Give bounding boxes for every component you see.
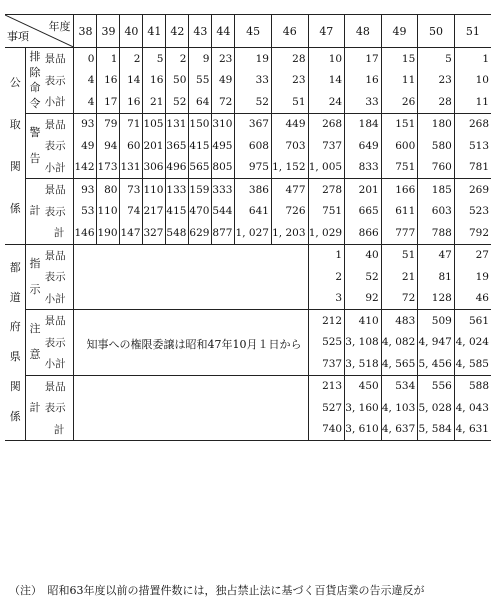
value-cell: 16 bbox=[143, 70, 166, 92]
value-cell: 4 bbox=[74, 70, 97, 92]
value-cell: 201 bbox=[345, 179, 382, 201]
row-label: 景品 bbox=[44, 113, 74, 135]
value-cell: 3 bbox=[308, 288, 345, 310]
value-cell: 212 bbox=[308, 310, 345, 332]
year-header: 50 bbox=[418, 15, 455, 48]
group-label-char: 計 bbox=[29, 204, 41, 218]
value-cell: 110 bbox=[97, 201, 120, 223]
value-cell: 147 bbox=[120, 222, 143, 244]
row-label: 景品 bbox=[44, 310, 74, 332]
section-label-char: 係 bbox=[9, 201, 21, 215]
value-cell: 23 bbox=[271, 70, 308, 92]
value-cell: 14 bbox=[308, 70, 345, 92]
value-cell: 2 bbox=[120, 48, 143, 70]
value-cell: 159 bbox=[189, 179, 212, 201]
value-cell: 72 bbox=[381, 288, 418, 310]
value-cell: 55 bbox=[189, 70, 212, 92]
value-cell: 788 bbox=[418, 222, 455, 244]
value-cell: 1, 203 bbox=[271, 222, 308, 244]
section-label-char: 公 bbox=[9, 76, 21, 90]
value-cell: 4, 631 bbox=[454, 419, 491, 441]
value-cell: 751 bbox=[308, 201, 345, 223]
value-cell: 1 bbox=[97, 48, 120, 70]
value-cell: 415 bbox=[189, 135, 212, 157]
value-cell: 1, 152 bbox=[271, 157, 308, 179]
value-cell: 703 bbox=[271, 135, 308, 157]
value-cell: 777 bbox=[381, 222, 418, 244]
section-label-char: 道 bbox=[9, 290, 21, 304]
value-cell: 110 bbox=[143, 179, 166, 201]
year-header: 43 bbox=[189, 15, 212, 48]
section-label-char: 都 bbox=[9, 260, 21, 274]
value-cell: 190 bbox=[97, 222, 120, 244]
value-cell: 603 bbox=[418, 201, 455, 223]
row-label: 景品 bbox=[44, 48, 74, 70]
value-cell: 649 bbox=[345, 135, 382, 157]
value-cell: 4, 024 bbox=[455, 336, 489, 349]
value-cell: 146 bbox=[74, 222, 97, 244]
value-cell: 470 bbox=[189, 201, 212, 223]
row-label: 景品 bbox=[44, 244, 74, 266]
value-cell: 201 bbox=[143, 135, 166, 157]
value-cell: 1 bbox=[308, 244, 345, 266]
value-cell: 509 bbox=[418, 310, 455, 332]
value-cell: 10 bbox=[308, 48, 345, 70]
value-cell: 23 bbox=[418, 70, 455, 92]
year-header: 41 bbox=[143, 15, 166, 48]
value-cell: 523 bbox=[468, 205, 489, 218]
delegation-note: 知事への権限委譲は昭和47年10月１日から bbox=[86, 337, 302, 351]
row-label: 小計 bbox=[44, 288, 74, 310]
corner-item-label: 事項 bbox=[7, 30, 29, 43]
value-cell: 483 bbox=[381, 310, 418, 332]
value-cell: 72 bbox=[212, 91, 235, 113]
value-cell: 365 bbox=[166, 135, 189, 157]
section-label bbox=[5, 244, 26, 441]
value-cell: 367 bbox=[235, 113, 272, 135]
row-label: 表示 bbox=[44, 70, 74, 92]
value-cell: 4, 585 bbox=[454, 353, 491, 375]
value-cell: 51 bbox=[381, 244, 418, 266]
value-cell: 33 bbox=[345, 91, 382, 113]
value-cell: 79 bbox=[97, 113, 120, 135]
value-cell: 5, 584 bbox=[418, 419, 455, 441]
value-cell: 1 bbox=[482, 52, 489, 65]
empty-cell bbox=[74, 332, 308, 354]
value-cell: 1, 005 bbox=[308, 157, 345, 179]
section-label-char: 府 bbox=[9, 320, 21, 334]
group-label-char: 告 bbox=[29, 151, 41, 165]
value-cell: 565 bbox=[189, 157, 212, 179]
value-cell: 726 bbox=[271, 201, 308, 223]
value-cell: 527 bbox=[308, 397, 345, 419]
group-label bbox=[26, 244, 44, 310]
section-label-char: 係 bbox=[9, 410, 21, 424]
value-cell: 81 bbox=[418, 266, 455, 288]
value-cell: 3, 518 bbox=[345, 353, 382, 375]
value-cell: 4, 043 bbox=[455, 401, 489, 414]
value-cell: 92 bbox=[345, 288, 382, 310]
table-row bbox=[5, 135, 491, 157]
value-cell: 16 bbox=[120, 91, 143, 113]
value-cell: 49 bbox=[74, 135, 97, 157]
section-label bbox=[5, 48, 26, 245]
value-cell: 33 bbox=[235, 70, 272, 92]
value-cell: 3, 160 bbox=[345, 397, 382, 419]
value-cell: 94 bbox=[97, 135, 120, 157]
table-row bbox=[5, 375, 491, 397]
year-header: 47 bbox=[308, 15, 345, 48]
year-header: 48 bbox=[345, 15, 382, 48]
value-cell: 150 bbox=[189, 113, 212, 135]
footnote: （注） 昭和63年度以前の措置件数には，独占禁止法に基づく百貨店業の告示違反が bbox=[9, 584, 425, 597]
value-cell: 185 bbox=[418, 179, 455, 201]
table-row bbox=[5, 332, 491, 354]
year-header: 49 bbox=[381, 15, 418, 48]
row-label: 小計 bbox=[44, 353, 74, 375]
section-label-char: 取 bbox=[9, 117, 21, 131]
group-label-char: 計 bbox=[29, 400, 41, 414]
group-label-char: 指 bbox=[29, 256, 41, 270]
statistics-table bbox=[5, 14, 491, 441]
table-row bbox=[5, 244, 491, 266]
value-cell: 27 bbox=[475, 249, 489, 262]
value-cell: 3, 108 bbox=[345, 332, 382, 354]
value-cell: 665 bbox=[345, 201, 382, 223]
group-label-char: 示 bbox=[29, 282, 41, 296]
empty-cell bbox=[74, 375, 308, 397]
value-cell: 496 bbox=[166, 157, 189, 179]
value-cell: 641 bbox=[235, 201, 272, 223]
value-cell: 410 bbox=[345, 310, 382, 332]
value-cell: 268 bbox=[468, 118, 489, 131]
table-row bbox=[5, 288, 491, 310]
value-cell: 866 bbox=[345, 222, 382, 244]
table-row bbox=[5, 201, 491, 223]
empty-cell bbox=[74, 310, 308, 332]
value-cell: 180 bbox=[418, 113, 455, 135]
value-cell: 51 bbox=[271, 91, 308, 113]
value-cell: 213 bbox=[308, 375, 345, 397]
value-cell: 306 bbox=[143, 157, 166, 179]
value-cell: 608 bbox=[235, 135, 272, 157]
table-row bbox=[5, 397, 491, 419]
value-cell: 2 bbox=[166, 48, 189, 70]
group-label-char: 除 bbox=[29, 65, 41, 79]
value-cell: 23 bbox=[212, 48, 235, 70]
value-cell: 40 bbox=[345, 244, 382, 266]
value-cell: 4, 103 bbox=[381, 397, 418, 419]
empty-cell bbox=[74, 288, 308, 310]
value-cell: 544 bbox=[212, 201, 235, 223]
value-cell: 561 bbox=[468, 314, 489, 327]
value-cell: 26 bbox=[381, 91, 418, 113]
table-row bbox=[5, 70, 491, 92]
value-cell: 19 bbox=[235, 48, 272, 70]
value-cell: 105 bbox=[143, 113, 166, 135]
row-label: 表示 bbox=[44, 397, 74, 419]
row-label: 景品 bbox=[44, 375, 74, 397]
value-cell: 327 bbox=[143, 222, 166, 244]
value-cell: 449 bbox=[271, 113, 308, 135]
value-cell: 278 bbox=[308, 179, 345, 201]
value-cell: 333 bbox=[212, 179, 235, 201]
group-label bbox=[26, 113, 44, 179]
value-cell: 534 bbox=[381, 375, 418, 397]
table-row bbox=[5, 419, 491, 441]
value-cell: 28 bbox=[271, 48, 308, 70]
empty-cell bbox=[74, 397, 308, 419]
value-cell: 80 bbox=[97, 179, 120, 201]
value-cell: 131 bbox=[166, 113, 189, 135]
value-cell: 21 bbox=[381, 266, 418, 288]
value-cell: 142 bbox=[74, 157, 97, 179]
empty-cell bbox=[74, 353, 308, 375]
value-cell: 792 bbox=[454, 222, 491, 244]
row-label: 景品 bbox=[44, 179, 74, 201]
value-cell: 525 bbox=[308, 332, 345, 354]
value-cell: 28 bbox=[418, 91, 455, 113]
value-cell: 71 bbox=[120, 113, 143, 135]
empty-cell bbox=[74, 266, 308, 288]
table-row bbox=[5, 48, 491, 70]
value-cell: 49 bbox=[212, 70, 235, 92]
year-header: 51 bbox=[454, 15, 491, 48]
year-header: 46 bbox=[271, 15, 308, 48]
value-cell: 4, 637 bbox=[381, 419, 418, 441]
value-cell: 184 bbox=[345, 113, 382, 135]
section-label-char: 関 bbox=[9, 159, 21, 173]
value-cell: 173 bbox=[97, 157, 120, 179]
value-cell: 53 bbox=[74, 201, 97, 223]
value-cell: 151 bbox=[381, 113, 418, 135]
year-header: 42 bbox=[166, 15, 189, 48]
group-label-char: 命 bbox=[29, 81, 41, 95]
value-cell: 52 bbox=[235, 91, 272, 113]
value-cell: 751 bbox=[381, 157, 418, 179]
value-cell: 133 bbox=[166, 179, 189, 201]
value-cell: 17 bbox=[345, 48, 382, 70]
row-label: 計 bbox=[44, 222, 74, 244]
value-cell: 217 bbox=[143, 201, 166, 223]
row-label: 計 bbox=[44, 419, 74, 441]
value-cell: 4, 082 bbox=[381, 332, 418, 354]
value-cell: 268 bbox=[308, 113, 345, 135]
row-label: 表示 bbox=[44, 332, 74, 354]
value-cell: 0 bbox=[74, 48, 97, 70]
value-cell: 1, 029 bbox=[308, 222, 345, 244]
value-cell: 4, 565 bbox=[381, 353, 418, 375]
value-cell: 128 bbox=[418, 288, 455, 310]
value-cell: 805 bbox=[212, 157, 235, 179]
value-cell: 477 bbox=[271, 179, 308, 201]
table-row bbox=[5, 179, 491, 201]
value-cell: 495 bbox=[212, 135, 235, 157]
group-label-char: 意 bbox=[29, 348, 41, 362]
value-cell: 1, 027 bbox=[235, 222, 272, 244]
section-label-char: 県 bbox=[9, 350, 21, 364]
year-header: 39 bbox=[97, 15, 120, 48]
row-label: 表示 bbox=[44, 266, 74, 288]
value-cell: 269 bbox=[468, 183, 489, 196]
value-cell: 760 bbox=[418, 157, 455, 179]
value-cell: 975 bbox=[235, 157, 272, 179]
value-cell: 73 bbox=[120, 179, 143, 201]
value-cell: 5 bbox=[418, 48, 455, 70]
group-label bbox=[26, 310, 44, 376]
value-cell: 611 bbox=[381, 201, 418, 223]
value-cell: 93 bbox=[74, 113, 97, 135]
table-row bbox=[5, 310, 491, 332]
value-cell: 548 bbox=[166, 222, 189, 244]
value-cell: 737 bbox=[308, 135, 345, 157]
value-cell: 833 bbox=[345, 157, 382, 179]
value-cell: 93 bbox=[74, 179, 97, 201]
value-cell: 781 bbox=[454, 157, 491, 179]
value-cell: 16 bbox=[345, 70, 382, 92]
empty-cell bbox=[74, 244, 308, 266]
value-cell: 450 bbox=[345, 375, 382, 397]
value-cell: 740 bbox=[308, 419, 345, 441]
value-cell: 580 bbox=[418, 135, 455, 157]
value-cell: 3, 610 bbox=[345, 419, 382, 441]
value-cell: 310 bbox=[212, 113, 235, 135]
row-label: 表示 bbox=[44, 201, 74, 223]
value-cell: 60 bbox=[120, 135, 143, 157]
value-cell: 4, 947 bbox=[418, 332, 455, 354]
value-cell: 47 bbox=[418, 244, 455, 266]
group-label-char: 排 bbox=[29, 49, 41, 63]
section-label-char: 関 bbox=[9, 380, 21, 394]
value-cell: 5, 028 bbox=[418, 397, 455, 419]
year-header: 38 bbox=[74, 15, 97, 48]
value-cell: 24 bbox=[308, 91, 345, 113]
row-label: 小計 bbox=[44, 157, 74, 179]
value-cell: 166 bbox=[381, 179, 418, 201]
value-cell: 877 bbox=[212, 222, 235, 244]
value-cell: 52 bbox=[345, 266, 382, 288]
value-cell: 600 bbox=[381, 135, 418, 157]
group-label bbox=[26, 179, 44, 245]
table-row bbox=[5, 222, 491, 244]
value-cell: 5 bbox=[143, 48, 166, 70]
value-cell: 588 bbox=[468, 380, 489, 393]
value-cell: 52 bbox=[166, 91, 189, 113]
value-cell: 11 bbox=[454, 91, 491, 113]
value-cell: 2 bbox=[308, 266, 345, 288]
corner-year-label: 年度 bbox=[48, 20, 71, 33]
value-cell: 17 bbox=[97, 91, 120, 113]
value-cell: 415 bbox=[166, 201, 189, 223]
empty-cell bbox=[74, 419, 308, 441]
value-cell: 11 bbox=[381, 70, 418, 92]
year-header: 45 bbox=[235, 15, 272, 48]
value-cell: 513 bbox=[468, 139, 489, 152]
table-row bbox=[5, 91, 491, 113]
value-cell: 9 bbox=[189, 48, 212, 70]
value-cell: 386 bbox=[235, 179, 272, 201]
value-cell: 15 bbox=[381, 48, 418, 70]
corner-cell bbox=[5, 15, 74, 48]
value-cell: 14 bbox=[120, 70, 143, 92]
group-label-char: 令 bbox=[29, 96, 41, 110]
value-cell: 19 bbox=[475, 270, 489, 283]
value-cell: 556 bbox=[418, 375, 455, 397]
value-cell: 74 bbox=[120, 201, 143, 223]
table-row bbox=[5, 266, 491, 288]
value-cell: 131 bbox=[120, 157, 143, 179]
table-row bbox=[5, 113, 491, 135]
group-label-char: 注 bbox=[29, 322, 41, 336]
value-cell: 16 bbox=[97, 70, 120, 92]
value-cell: 50 bbox=[166, 70, 189, 92]
year-header: 44 bbox=[212, 15, 235, 48]
group-label-char: 警 bbox=[29, 125, 41, 139]
header-row bbox=[5, 15, 491, 48]
value-cell: 10 bbox=[475, 74, 489, 87]
group-label bbox=[26, 375, 44, 441]
table-row bbox=[5, 353, 491, 375]
value-cell: 46 bbox=[454, 288, 491, 310]
value-cell: 629 bbox=[189, 222, 212, 244]
table-row bbox=[5, 157, 491, 179]
row-label: 小計 bbox=[44, 91, 74, 113]
value-cell: 5, 456 bbox=[418, 353, 455, 375]
value-cell: 4 bbox=[74, 91, 97, 113]
value-cell: 21 bbox=[143, 91, 166, 113]
row-label: 表示 bbox=[44, 135, 74, 157]
year-header: 40 bbox=[120, 15, 143, 48]
group-label bbox=[26, 48, 44, 114]
value-cell: 64 bbox=[189, 91, 212, 113]
value-cell: 737 bbox=[308, 353, 345, 375]
